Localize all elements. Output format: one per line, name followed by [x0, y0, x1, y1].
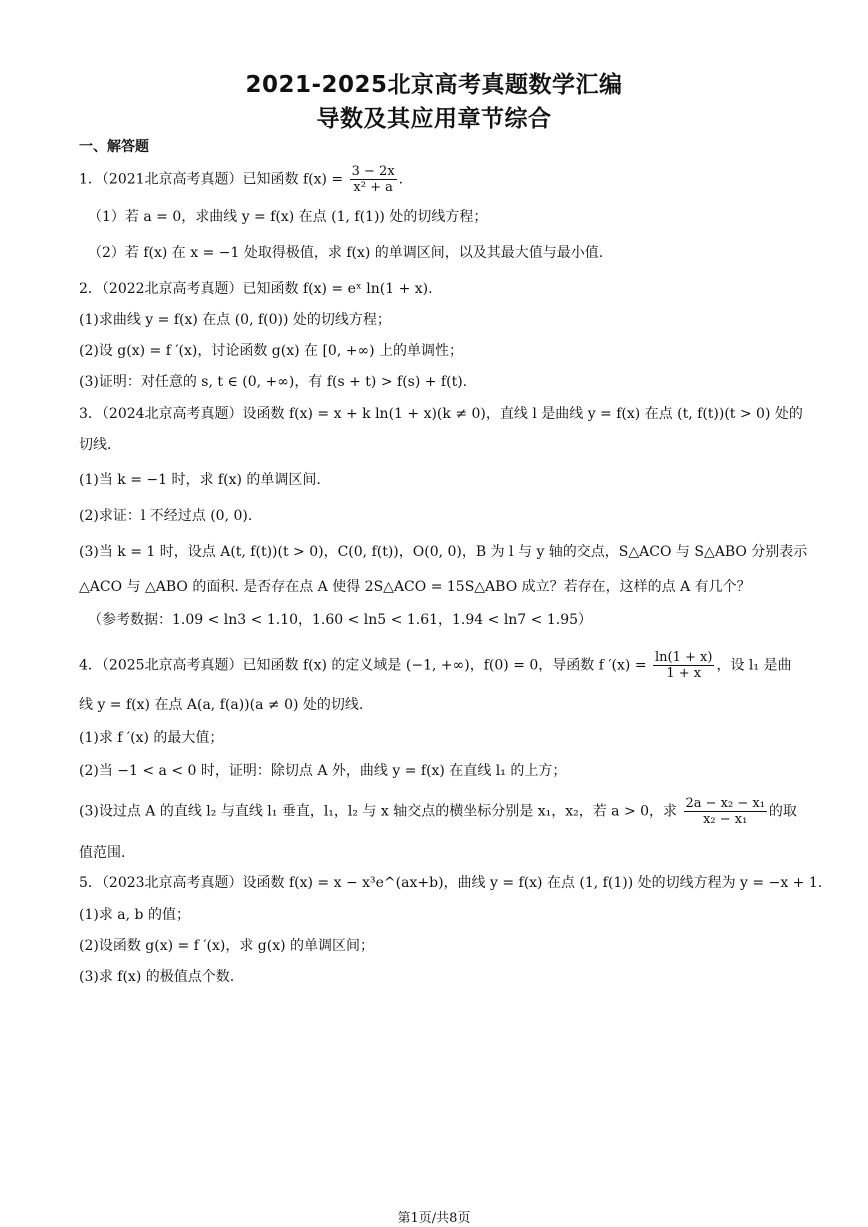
doc-subtitle: 导数及其应用章节综合 [316, 106, 552, 132]
problem-4-part-3: (3)设过点 A 的直线 l₂ 与直线 l₁ 垂直，l₁，l₂ 与 x 轴交点的横坐标分别是 x₁，x₂，若 a > 0，求 $\frac{\text{2a − x₂ − x₁}}{\text{x₂ − x₁}}$ 的取 [79, 796, 797, 827]
problem-3-part-2: (2)求证：l 不经过点 (0, 0). [79, 508, 253, 524]
reference-data: （参考数据：1.09 < ln3 < 1.10，1.60 < ln5 < 1.61，1.94 < ln7 < 1.95） [88, 612, 593, 628]
problem-5-part-2: (2)设函数 g(x) = f ′(x)，求 g(x) 的单调区间； [79, 938, 375, 954]
fraction: $\frac{\text{2a − x₂ − x₁}}{\text{x₂ − x₁}}$ [685, 796, 765, 827]
problem-4-part-2: (2)当 −1 < a < 0 时，证明：除切点 A 外，曲线 y = f(x) 在直线 l₁ 的上方； [79, 763, 567, 779]
problem-5-stem: 5．（2023北京高考真题）设函数 f(x) = x − x³e^(ax+b)，曲线 y = f(x) 在点 (1, f(1)) 处的切线方程为 y = −x + 1. [79, 875, 823, 891]
problem-4-part-3-cont: 值范围. [79, 845, 126, 861]
problem-4-stem: 4．（2025北京高考真题）已知函数 f(x) 的定义域是 (−1, +∞)，f(0) = 0，导函数 f ′(x) = $\frac{\ln(1 + x)}{1 + x}$ ，设 l₁ 是曲 [79, 650, 792, 681]
problem-3-part-3-cont: △ACO 与 △ABO 的面积. 是否存在点 A 使得 2S△ACO = 15S△ABO 成立？若存在，这样的点 A 有几个？ [79, 579, 751, 595]
problem-1-part-1: （1）若 a = 0，求曲线 y = f(x) 在点 (1, f(1)) 处的切线方程； [88, 209, 488, 225]
problem-3-part-1: (1)当 k = −1 时，求 f(x) 的单调区间. [79, 472, 321, 488]
page-footer: 第1页/共8页 [397, 1211, 471, 1226]
problem-2-stem: 2．（2022北京高考真题）已知函数 f(x) = eˣ ln(1 + x). [79, 281, 433, 297]
problem-5-part-1: (1)求 a, b 的值； [79, 907, 190, 923]
problem-2-part-3: (3)证明：对任意的 s, t ∈ (0, +∞)，有 f(s + t) > f(s) + f(t). [79, 374, 468, 390]
problem-1-part-2: （2）若 f(x) 在 x = −1 处取得极值，求 f(x) 的单调区间，以及其最大值与最小值. [88, 245, 604, 261]
problem-3-stem-cont: 切线. [79, 437, 112, 453]
fraction: $\frac{3 - 2x}{\text{x² + a}}$ [351, 164, 395, 195]
problem-3-stem: 3．（2024北京高考真题）设函数 f(x) = x + k ln(1 + x)(k ≠ 0)，直线 l 是曲线 y = f(x) 在点 (t, f(t))(t > 0) 处的 [79, 406, 803, 422]
problem-3-part-3: (3)当 k = 1 时，设点 A(t, f(t))(t > 0)，C(0, f(t))，O(0, 0)，B 为 l 与 y 轴的交点，S△ACO 与 S△ABO 分别表示 [79, 544, 808, 560]
problem-1-stem: 1．（2021北京高考真题）已知函数 f(x) = $\frac{3 - 2x}{\text{x² + a}}$ . [79, 164, 404, 195]
doc-title: 2021-2025北京高考真题数学汇编 [245, 72, 623, 98]
problem-4-stem-cont: 线 y = f(x) 在点 A(a, f(a))(a ≠ 0) 处的切线. [79, 697, 364, 713]
problem-2-part-1: (1)求曲线 y = f(x) 在点 (0, f(0)) 处的切线方程； [79, 312, 391, 328]
problem-4-part-1: (1)求 f ′(x) 的最大值； [79, 730, 224, 746]
fraction: $\frac{\ln(1 + x)}{1 + x}$ [655, 650, 713, 681]
section-heading: 一、解答题 [79, 139, 149, 155]
problem-5-part-3: (3)求 f(x) 的极值点个数. [79, 969, 235, 985]
problem-2-part-2: (2)设 g(x) = f ′(x)，讨论函数 g(x) 在 [0, +∞) 上的单调性； [79, 343, 464, 359]
